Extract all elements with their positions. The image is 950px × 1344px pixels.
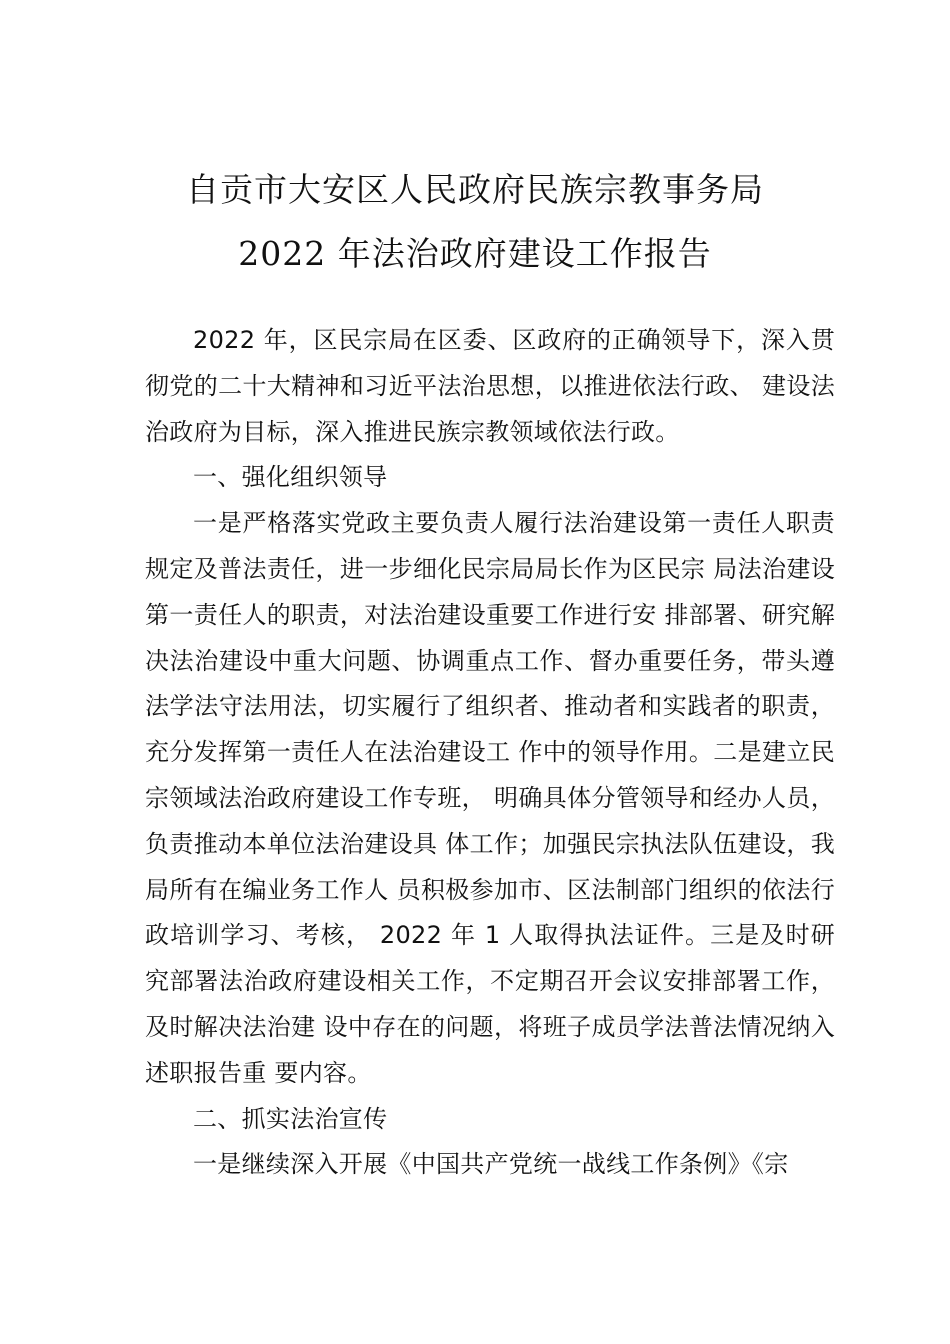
intro-paragraph: 2022 年，区民宗局在区委、区政府的正确领导下，深入贯彻党的二十大精神和习近平法治思想，以推进依法行政、 建设法治政府为目标，深入推进民族宗教领域依法行政。 xyxy=(145,326,835,446)
section-1-paragraph: 一是严格落实党政主要负责人履行法治建设第一责任人职责规定及普法责任，进一步细化民宗局局长作为区民宗 局法治建设第一责任人的职责，对法治建设重要工作进行安 排部署、研究解决法治建设中重大问题、协调重点工作、督办重要任务，带头遵法学法守法用法，切实履行了组织者、推动者和实践者的职责，充分发挥第一责任人在法治建设工 作中的领导作用。二是建立民宗领域法治政府建设工作专班， 明确具体分管领导和经办人员，负责推动本单位法治建设具 体工作；加强民宗执法队伍建设，我局所有在编业务工作人 员积极参加市、区法制部门组织的依法行政培训学习、考核， 2022 年 1 人取得执法证件。三是及时研究部署法治政府建设相关工作，不定期召开会议安排部署工作，及时解决法治建 设中存在的问题，将班子成员学法普法情况纳入述职报告重 要内容。 xyxy=(145,509,835,1087)
title-line-1: 自贡市大安区人民政府民族宗教事务局 xyxy=(186,170,764,209)
section-2-heading: 二、抓实法治宣传 xyxy=(193,1104,388,1133)
document-body xyxy=(145,318,835,1188)
title-line-2: 2022 年法治政府建设工作报告 xyxy=(238,234,712,273)
section-2-paragraph: 一是继续深入开展《中国共产党统一战线工作条例》《宗 xyxy=(193,1150,789,1179)
document-title xyxy=(0,158,950,286)
section-1-heading: 一、强化组织领导 xyxy=(193,463,388,492)
